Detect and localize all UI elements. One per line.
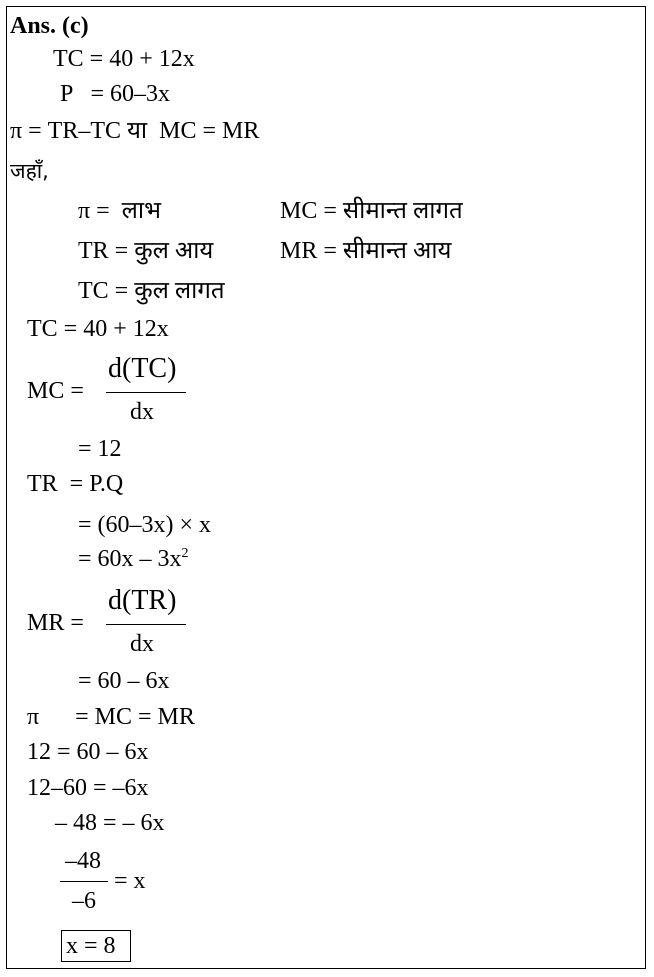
given-price: P = 60–3x <box>60 81 170 107</box>
step-tc: TC = 40 + 12x <box>27 316 169 342</box>
equation-2: 12–60 = –6x <box>27 775 149 801</box>
mr-numerator: d(TR) <box>108 585 177 616</box>
mc-numerator: d(TC) <box>108 353 177 384</box>
step-tr: TR = P.Q <box>27 471 124 497</box>
fraction-numerator: –48 <box>65 848 101 874</box>
fraction-rhs: = x <box>114 868 146 894</box>
tr-exponent: 2 <box>181 546 189 561</box>
mc-denominator: dx <box>130 399 154 425</box>
definition-tr: TR = कुल आय <box>78 238 214 264</box>
fraction-bar <box>60 881 108 882</box>
equation-3: – 48 = – 6x <box>55 810 165 836</box>
given-tc: TC = 40 + 12x <box>53 46 195 72</box>
definition-tc: TC = कुल लागत <box>78 278 225 304</box>
mr-denominator: dx <box>130 631 154 657</box>
profit-condition: π = TR–TC या MC = MR <box>10 118 260 144</box>
definition-mc: MC = सीमान्त लागत <box>280 198 463 224</box>
pi-equation: π = MC = MR <box>27 704 195 730</box>
answer-label: Ans. (c) <box>10 13 89 39</box>
result: x = 8 <box>66 933 116 959</box>
mr-fraction-bar <box>106 624 186 625</box>
equation-1: 12 = 60 – 6x <box>27 739 149 765</box>
tr-expanded-text: = 60x – 3x <box>78 546 182 572</box>
mr-value: = 60 – 6x <box>78 668 170 694</box>
definition-profit: π = लाभ <box>78 198 162 224</box>
tr-substitution: = (60–3x) × x <box>78 512 212 538</box>
mc-lhs: MC = <box>27 378 84 404</box>
mc-fraction-bar <box>106 392 186 393</box>
where-label: जहाँ, <box>10 159 49 183</box>
definition-mr: MR = सीमान्त आय <box>280 238 452 264</box>
fraction-denominator: –6 <box>72 888 96 914</box>
mr-lhs: MR = <box>27 610 84 636</box>
mc-value: = 12 <box>78 436 122 462</box>
tr-expanded <box>78 545 189 573</box>
